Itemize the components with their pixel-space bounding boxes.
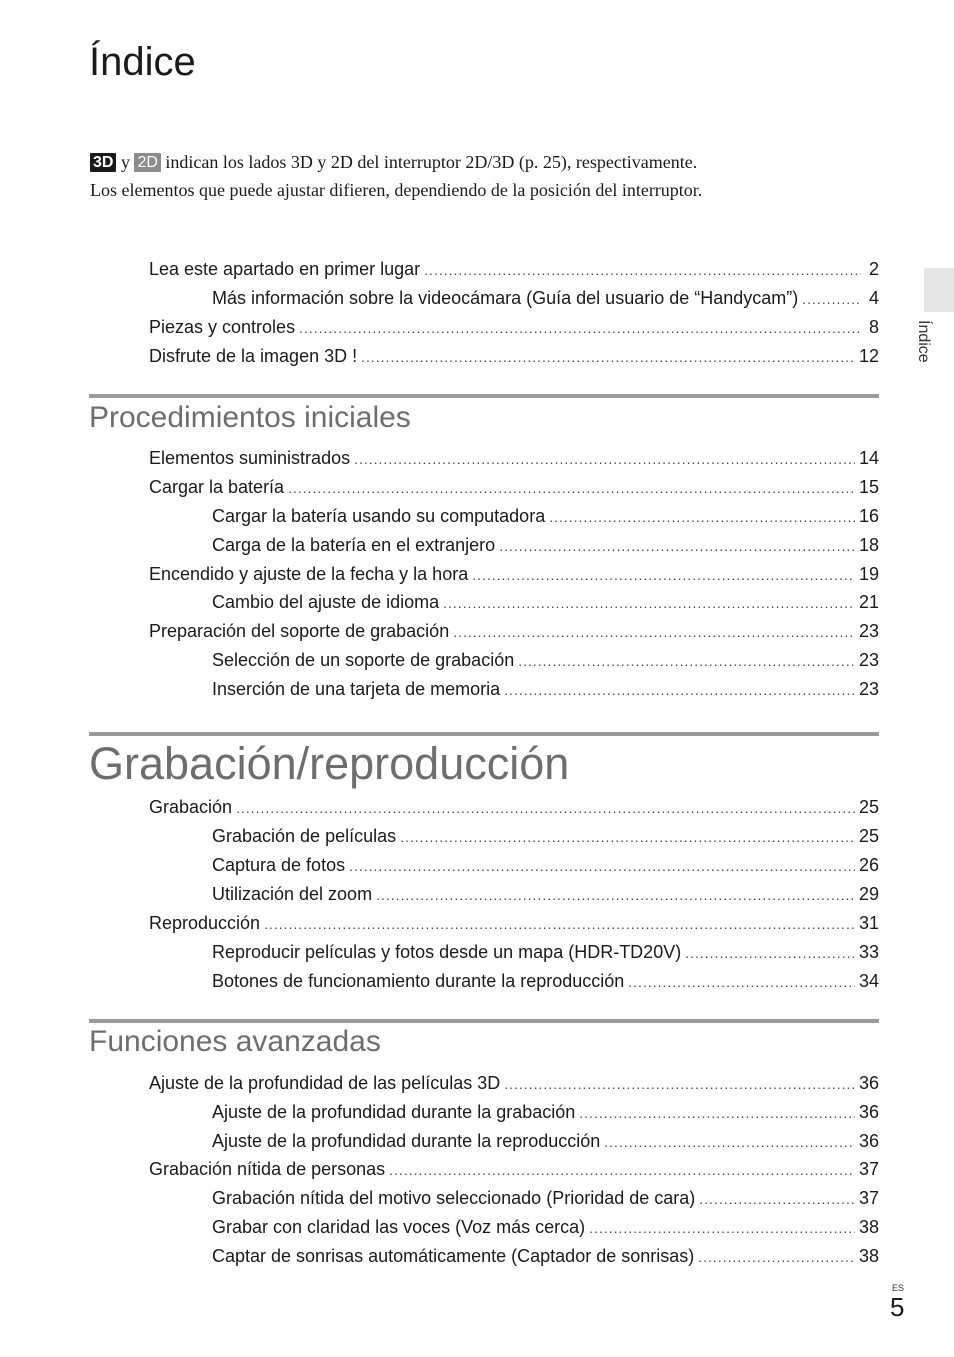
toc-leader-dots — [264, 910, 855, 939]
toc-entry[interactable] — [149, 342, 879, 371]
toc-entry[interactable] — [149, 909, 879, 938]
toc-entry-page: 15 — [858, 477, 879, 497]
toc-subentry[interactable] — [212, 675, 879, 704]
toc-subentry[interactable] — [212, 1242, 879, 1271]
toc-leader-dots — [354, 445, 855, 474]
toc-entry[interactable] — [149, 1155, 879, 1184]
toc-entry-text: Más información sobre la videocámara (Guía del usuario de “Handycam”) — [212, 288, 799, 308]
toc-entry-page: 23 — [858, 650, 879, 670]
toc-entry[interactable] — [149, 617, 879, 646]
toc-subentry[interactable] — [212, 588, 879, 617]
language-code: ES — [892, 1283, 905, 1293]
chapter-side-label: Índice — [915, 320, 932, 363]
toc-leader-dots — [443, 589, 855, 618]
toc-entry-text: Encendido y ajuste de la fecha y la hora — [149, 564, 469, 584]
toc-entry-page: 31 — [858, 913, 879, 933]
toc-entry[interactable] — [149, 473, 879, 502]
toc-entry-text: Grabación nítida de personas — [149, 1159, 386, 1179]
toc-entry-page: 12 — [858, 346, 879, 366]
toc-entry[interactable] — [149, 560, 879, 589]
toc-subentry[interactable] — [212, 1127, 879, 1156]
toc-entry-page: 2 — [868, 259, 879, 279]
toc-leader-dots — [698, 1243, 855, 1272]
toc-subentry[interactable] — [212, 1098, 879, 1127]
toc-entry-page: 33 — [858, 942, 879, 962]
toc-leader-dots — [288, 474, 855, 503]
toc-entry-page: 14 — [858, 448, 879, 468]
intro-line-2: Los elementos que puede ajustar difieren, dependiendo de la posición del interruptor. — [90, 180, 703, 200]
toc-entry-page: 38 — [858, 1217, 879, 1237]
toc-entry-page: 18 — [858, 535, 879, 555]
toc-entry[interactable] — [149, 1069, 879, 1098]
toc-subentry[interactable] — [212, 1213, 879, 1242]
toc-subentry[interactable] — [212, 646, 879, 675]
page-number: 5 — [890, 1292, 905, 1322]
toc-leader-dots — [376, 881, 855, 910]
toc-entry-text: Grabación nítida del motivo seleccionado (Prioridad de cara) — [212, 1188, 696, 1208]
toc-entry-page: 21 — [858, 592, 879, 612]
toc-entry-text: Cambio del ajuste de idioma — [212, 592, 440, 612]
intro-line-1 — [90, 148, 870, 176]
toc-leader-dots — [236, 794, 855, 823]
toc-entry-text: Reproducir películas y fotos desde un mapa (HDR-TD20V) — [212, 942, 682, 962]
toc-entry-text: Ajuste de la profundidad de las películas 3D — [149, 1073, 501, 1093]
toc-entry-page: 36 — [858, 1073, 879, 1093]
toc-entry-page: 4 — [868, 288, 879, 308]
toc-entry-text: Inserción de una tarjeta de memoria — [212, 679, 501, 699]
toc-subentry[interactable] — [212, 1184, 879, 1213]
toc-leader-dots — [699, 1185, 855, 1214]
toc-entry-text: Elementos suministrados — [149, 448, 351, 468]
toc-entry-text: Captar de sonrisas automáticamente (Captador de sonrisas) — [212, 1246, 695, 1266]
toc-entry-page: 16 — [858, 506, 879, 526]
toc-leader-dots — [504, 1070, 855, 1099]
toc-leader-dots — [628, 968, 855, 997]
toc-entry-text: Grabar con claridad las voces (Voz más cerca) — [212, 1217, 586, 1237]
toc-entry-text: Grabación de películas — [212, 826, 397, 846]
toc-leader-dots — [504, 676, 855, 705]
toc-entry-text: Grabación — [149, 797, 233, 817]
toc-leader-dots — [424, 256, 861, 285]
toc-entry-text: Piezas y controles — [149, 317, 296, 337]
toc-subentry[interactable] — [212, 967, 879, 996]
section-title-procedimientos: Procedimientos iniciales — [89, 401, 411, 434]
section-divider — [89, 394, 879, 398]
toc-entry-text: Preparación del soporte de grabación — [149, 621, 450, 641]
toc-entry-page: 36 — [858, 1131, 879, 1151]
toc-entry-page: 25 — [858, 826, 879, 846]
toc-subentry[interactable] — [212, 822, 879, 851]
toc-leader-dots — [579, 1099, 855, 1128]
toc-entry-page: 36 — [858, 1102, 879, 1122]
toc-entry-text: Cargar la batería usando su computadora — [212, 506, 546, 526]
toc-entry-text: Captura de fotos — [212, 855, 346, 875]
intro-connector: y — [120, 152, 130, 172]
intro-paragraph — [90, 148, 870, 204]
page-title: Índice — [89, 40, 196, 84]
toc-leader-dots — [549, 503, 855, 532]
toc-subentry[interactable] — [212, 851, 879, 880]
toc-entry-page: 34 — [858, 971, 879, 991]
toc-entry-page: 26 — [858, 855, 879, 875]
toc-entry-page: 8 — [868, 317, 879, 337]
toc-entry-text: Selección de un soporte de grabación — [212, 650, 515, 670]
toc-subentry[interactable] — [212, 938, 879, 967]
toc-subentry[interactable] — [212, 284, 879, 313]
toc-entry-text: Carga de la batería en el extranjero — [212, 535, 496, 555]
chapter-tab-marker — [924, 268, 954, 312]
toc-leader-dots — [589, 1214, 855, 1243]
2d-badge-icon: 2D — [134, 153, 160, 172]
toc-entry-text: Ajuste de la profundidad durante la grabación — [212, 1102, 576, 1122]
toc-leader-dots — [685, 939, 855, 968]
toc-entry-text: Cargar la batería — [149, 477, 285, 497]
toc-subentry[interactable] — [212, 880, 879, 909]
toc-entry-page: 25 — [858, 797, 879, 817]
toc-leader-dots — [802, 285, 861, 314]
toc-entry-text: Disfrute de la imagen 3D ! — [149, 346, 358, 366]
toc-leader-dots — [499, 532, 855, 561]
toc-entry-page: 29 — [858, 884, 879, 904]
toc-entry[interactable] — [149, 444, 879, 473]
toc-entry-page: 37 — [858, 1188, 879, 1208]
intro-line-1-text: indican los lados 3D y 2D del interruptor 2D/3D (p. 25), respectivamente. — [165, 152, 698, 172]
toc-subentry[interactable] — [212, 502, 879, 531]
toc-subentry[interactable] — [212, 531, 879, 560]
toc-entry[interactable] — [149, 255, 879, 284]
toc-leader-dots — [389, 1156, 855, 1185]
toc-entry-text: Lea este apartado en primer lugar — [149, 259, 421, 279]
toc-entry-page: 37 — [858, 1159, 879, 1179]
toc-entry-text: Utilización del zoom — [212, 884, 373, 904]
toc-leader-dots — [299, 314, 861, 343]
toc-entry-page: 38 — [858, 1246, 879, 1266]
toc-entry-text: Reproducción — [149, 913, 261, 933]
toc-entry[interactable] — [149, 793, 879, 822]
toc-entry-text: Botones de funcionamiento durante la reproducción — [212, 971, 625, 991]
toc-entry-page: 19 — [858, 564, 879, 584]
section-divider — [89, 1019, 879, 1023]
toc-entry-page: 23 — [858, 621, 879, 641]
toc-entry[interactable] — [149, 313, 879, 342]
section-title-grabacion-reproduccion: Grabación/reproducción — [89, 738, 570, 789]
toc-leader-dots — [518, 647, 855, 676]
toc-leader-dots — [453, 618, 855, 647]
toc-leader-dots — [604, 1128, 855, 1157]
toc-leader-dots — [472, 561, 855, 590]
toc-leader-dots — [400, 823, 855, 852]
toc-leader-dots — [349, 852, 855, 881]
toc-entry-text: Ajuste de la profundidad durante la reproducción — [212, 1131, 601, 1151]
3d-badge-icon: 3D — [90, 153, 116, 172]
toc-entry-page: 23 — [858, 679, 879, 699]
section-title-funciones-avanzadas: Funciones avanzadas — [89, 1025, 381, 1058]
toc-leader-dots — [361, 343, 855, 372]
